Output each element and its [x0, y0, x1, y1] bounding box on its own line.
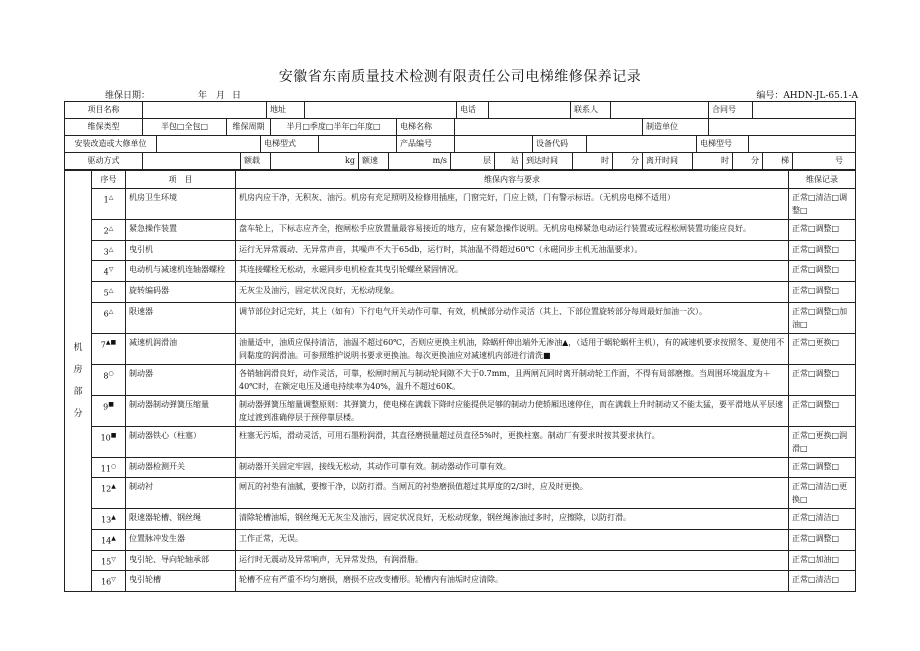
label-elevator-form: 电梯型式	[261, 136, 319, 152]
field-drive-mode[interactable]	[143, 153, 241, 169]
label-rated-speed: 额速	[359, 153, 389, 169]
item-name: 电动机与减速机连轴器螺栓	[126, 261, 236, 281]
item-category-mark: △	[108, 225, 114, 232]
table-row	[92, 189, 855, 220]
item-name: 曳引轮槽	[126, 571, 236, 591]
label-elevator-name: 电梯名称	[397, 119, 455, 135]
item-record-checkboxes[interactable]: 正常□调整□	[792, 368, 840, 378]
table-row	[92, 509, 855, 530]
item-number-value: 15	[101, 557, 112, 567]
item-number-value: 8	[103, 371, 109, 381]
item-category-mark: ■	[110, 431, 117, 439]
table-row	[92, 241, 855, 262]
date-unit-day: 日	[232, 91, 242, 101]
item-number	[92, 478, 126, 508]
maintenance-record-form	[64, 101, 856, 592]
item-category-mark: ▽	[111, 576, 116, 584]
item-number	[92, 571, 126, 591]
item-requirement: 运行时无震动及异常响声，无异常发热，有润滑脂。	[236, 551, 789, 571]
label-project-name: 项目名称	[65, 102, 143, 118]
header-requirement: 维保内容与要求	[236, 171, 789, 188]
side-char: 机	[73, 342, 83, 353]
item-requirement: 柱塞无污垢，滑动灵活，可用石墨粉润滑，其直径磨损量超过员直径5%时，更换柱塞。制动厂有要求时按其要求执行。	[236, 427, 789, 457]
machine-room-section	[65, 170, 855, 591]
maintenance-items-table	[92, 171, 855, 591]
unit-arrival-minute: 分	[613, 153, 643, 169]
item-record-checkboxes[interactable]: 正常□加油□	[792, 554, 840, 564]
item-category-mark: △	[108, 286, 114, 294]
label-elevator: 梯	[763, 153, 793, 169]
item-number	[92, 365, 126, 395]
item-record-checkboxes[interactable]: 正常□调整□	[792, 265, 840, 275]
table-row	[92, 458, 855, 479]
date-unit-month: 月	[216, 91, 226, 101]
item-record-checkboxes[interactable]: 正常□清洁□	[792, 513, 840, 523]
item-requirement: 其连接螺栓无松动，永磁同步电机检查其曳引轮螺丝紧固情况。	[236, 261, 789, 281]
item-category-mark: ▲	[111, 534, 116, 542]
item-number-value: 10	[100, 433, 111, 443]
field-installer[interactable]	[157, 136, 261, 152]
item-record-checkboxes[interactable]: 正常□调整□加油□	[792, 306, 848, 329]
table-row	[92, 303, 855, 334]
item-number-value: 11	[100, 464, 111, 474]
item-name: 制动器铁心（柱塞）	[126, 427, 236, 457]
item-category-mark: ▲	[111, 483, 116, 491]
label-rated-load: 额载	[241, 153, 271, 169]
item-record-checkboxes[interactable]: 正常□更换□润滑□	[792, 430, 848, 453]
field-maintenance-type[interactable]: 半包□全包□	[143, 119, 227, 135]
item-number-value: 13	[101, 515, 112, 525]
section-label-machine-room	[65, 171, 92, 591]
field-contact[interactable]	[611, 102, 709, 118]
item-number	[92, 509, 126, 529]
label-address: 地址	[267, 102, 305, 118]
unit-arrival-hour: 时	[573, 153, 613, 169]
side-char: 房	[73, 364, 83, 375]
label-floor: 层	[451, 153, 495, 169]
header-item: 项 目	[126, 171, 236, 188]
label-maintenance-cycle: 维保周期	[227, 119, 271, 135]
date-unit-year: 年	[198, 91, 208, 101]
item-record-checkboxes[interactable]: 正常□调整□	[792, 244, 840, 254]
label-departure-time: 离开时间	[643, 153, 693, 169]
item-category-mark: ▲■	[105, 338, 117, 346]
field-manufacturer[interactable]	[709, 119, 855, 135]
item-requirement: 各销轴润滑良好，动作灵活，可靠，松闸时闸瓦与制动轮间隙不大于0.7mm，且两闸瓦同时离开制动轮工作面，不得有局部磨擦。当周围环境温度为＋40℃时，在额定电压及通电持续率为40%，温升不超过60K。	[236, 365, 789, 395]
item-name: 机房卫生环境	[126, 189, 236, 219]
table-row	[92, 571, 855, 591]
item-record-checkboxes[interactable]: 正常□调整□	[792, 399, 840, 409]
unit-departure-minute: 分	[733, 153, 763, 169]
item-number-value: 5	[103, 288, 109, 298]
label-product-no: 产品编号	[397, 136, 455, 152]
item-name: 制动器检测开关	[126, 458, 236, 478]
item-category-mark: △	[108, 194, 114, 201]
item-category-mark: ▽	[108, 266, 114, 274]
item-name: 减速机润滑油	[126, 334, 236, 364]
item-number	[92, 261, 126, 281]
info-row-drive	[65, 153, 855, 170]
item-requirement: 无灰尘及油污，固定状况良好，无松动现象。	[236, 282, 789, 302]
unit-departure-hour: 时	[693, 153, 733, 169]
item-number-value: 4	[103, 267, 109, 277]
item-category-mark: ■	[108, 400, 114, 408]
label-maintenance-type: 维保类型	[65, 119, 143, 135]
item-name: 曳引轮、导向轮轴承部	[126, 551, 236, 571]
field-product-no[interactable]	[455, 136, 533, 152]
info-row-installer	[65, 136, 855, 153]
table-row	[92, 478, 855, 509]
item-record-checkboxes[interactable]: 正常□清洁□更换□	[792, 482, 848, 505]
item-category-mark: △	[108, 307, 114, 315]
unit-ms: m/s	[389, 153, 451, 169]
item-requirement: 制动器开关固定牢固，接线无松动，其动作可靠有效。制动器动作可靠有效。	[236, 458, 789, 478]
item-number	[92, 334, 126, 364]
table-header-row	[92, 171, 855, 189]
field-project-name[interactable]	[143, 102, 267, 118]
table-row	[92, 396, 855, 427]
item-name: 位置脉冲发生器	[126, 530, 236, 550]
unit-kg: kg	[271, 153, 359, 169]
item-requirement: 工作正常，无误。	[236, 530, 789, 550]
label-manufacturer: 制造单位	[643, 119, 709, 135]
field-contract-no[interactable]	[753, 102, 855, 118]
item-name: 限速器轮槽、钢丝绳	[126, 509, 236, 529]
item-number-value: 6	[103, 309, 109, 319]
item-number-value: 12	[101, 484, 112, 494]
field-address[interactable]	[305, 102, 457, 118]
item-number	[92, 458, 126, 478]
item-number	[92, 282, 126, 302]
header-no: 序号	[92, 171, 126, 188]
item-name: 制动器	[126, 365, 236, 395]
label-number: 号	[835, 156, 843, 165]
field-phone[interactable]	[489, 102, 571, 118]
label-arrival-time: 到达时间	[523, 153, 573, 169]
item-number-value: 16	[101, 577, 112, 587]
item-requirement: 清除轮槽油垢，钢丝绳无无灰尘及油污，固定状况良好，无松动现象，钢丝绳渗油过多时，应擦除，以防打滑。	[236, 509, 789, 529]
label-station: 站	[495, 153, 523, 169]
field-elevator-model[interactable]	[749, 136, 855, 152]
label-installer: 安装改造或大修单位	[65, 136, 157, 152]
table-row	[92, 551, 855, 572]
table-row	[92, 427, 855, 458]
info-row-project	[65, 102, 855, 119]
label-phone: 电话	[457, 102, 489, 118]
item-number-value: 3	[103, 247, 109, 257]
item-name: 限速器	[126, 303, 236, 333]
label-equipment-code: 设备代码	[533, 136, 587, 152]
document-number: 编号：AHDN-JL-65.1-A	[756, 91, 858, 101]
table-row	[92, 220, 855, 241]
item-name: 制动器制动弹簧压缩量	[126, 396, 236, 426]
item-number	[92, 427, 126, 457]
item-requirement: 机房内应干净，无积灰、油污。机房有充足照明及检修用插座，门窗完好，门应上锁，门有警示标语。（无机房电梯不适用）	[236, 189, 789, 219]
table-row	[92, 282, 855, 303]
item-number	[92, 551, 126, 571]
item-number	[92, 303, 126, 333]
header-record: 维保记录	[806, 175, 838, 184]
item-requirement: 调节部位封记完好，其上（如有）下行电气开关动作可靠、有效，机械部分动作灵活（其上、下部位置旋转部分每周最好加油一次）。	[236, 303, 789, 333]
item-record-checkboxes[interactable]: 正常□调整□	[792, 533, 840, 543]
item-category-mark: ▲	[111, 514, 116, 522]
item-record-checkboxes[interactable]: 正常□调整□	[792, 461, 840, 471]
item-category-mark: △	[108, 245, 114, 253]
label-contact: 联系人	[571, 102, 611, 118]
item-number-value: 7	[100, 340, 106, 350]
item-category-mark: ○	[110, 462, 117, 470]
item-name: 制动衬	[126, 478, 236, 508]
item-category-mark: ○	[108, 369, 114, 377]
item-name: 紧急操作装置	[126, 220, 236, 240]
item-record-checkboxes[interactable]: 正常□清洁□	[792, 575, 840, 585]
item-number	[92, 241, 126, 261]
label-elevator-model: 电梯型号	[697, 136, 749, 152]
label-contract-no: 合同号	[709, 102, 753, 118]
item-record-checkboxes[interactable]: 正常□调整□	[792, 224, 840, 233]
item-requirement: 闸瓦的衬垫有油腻，要擦干净，以防打滑。当闸瓦的衬垫磨损值超过其厚度的2/3时，应及时更换。	[236, 478, 789, 508]
item-category-mark: ▽	[111, 555, 116, 563]
maintenance-date-label: 维保日期：	[105, 91, 151, 101]
item-requirement: 盘车轮上，下标志应齐全，抱闸松手应放置量最容易接近的地方，应有紧急操作说明。无机房电梯紧急电动运行装置或远程松闸装置功能应良好。	[236, 220, 789, 240]
item-number	[92, 220, 126, 240]
item-requirement: 油量适中，油质应保持清洁，油温不超过60℃，否则应更换主机油，除蜗杆伸出端外无渗油▲，（适用于蜗轮蜗杆主机），有的减速机要求按照冬、夏使用不同黏度的润滑油。可参照维护说明书要求更换油。每次更换油应对减速机内部进行清洗■	[236, 334, 789, 364]
item-number	[92, 189, 126, 219]
field-equipment-code[interactable]	[587, 136, 697, 152]
item-name: 旋转编码器	[126, 282, 236, 302]
page-title: 安徽省东南质量技术检测有限责任公司电梯维修保养记录	[278, 69, 642, 85]
item-name: 曳引机	[126, 241, 236, 261]
item-number	[92, 530, 126, 550]
table-row	[92, 261, 855, 282]
table-row	[92, 334, 855, 365]
side-char: 部	[73, 386, 83, 397]
item-record-checkboxes[interactable]: 正常□清洁□调整□	[792, 193, 848, 215]
field-maintenance-cycle[interactable]: 半月□季度□半年□年度□	[271, 119, 397, 135]
item-number-value: 2	[103, 226, 109, 236]
item-number	[92, 396, 126, 426]
item-number-value: 14	[101, 536, 112, 546]
table-row	[92, 530, 855, 551]
item-number-value: 9	[103, 402, 109, 412]
item-record-checkboxes[interactable]: 正常□更换□	[792, 337, 840, 347]
item-requirement: 轮槽不应有严重不均匀磨损，磨损不应改变槽形。轮槽内有油垢时应清除。	[236, 571, 789, 591]
field-elevator-name[interactable]	[455, 119, 643, 135]
item-record-checkboxes[interactable]: 正常□调整□	[792, 285, 840, 295]
item-requirement: 运行无异常震动、无异常声音，其噪声不大于65db，运行时，其油温不得超过60℃（永磁同步主机无油温要求）。	[236, 241, 789, 261]
side-char: 分	[73, 408, 83, 419]
label-drive-mode: 驱动方式	[65, 153, 143, 169]
info-row-maintenance	[65, 119, 855, 136]
item-requirement: 制动器弹簧压缩量调整原则：其弹簧力，使电梯在满载下降时应能提供足够的制动力使轿厢迅速停住，而在满载上升时制动又不能太猛，要平滑地从平层速度过渡到准确停层于预停靠层楼。	[236, 396, 789, 426]
item-number-value: 1	[103, 195, 109, 205]
field-elevator-form[interactable]	[319, 136, 397, 152]
table-row	[92, 365, 855, 396]
